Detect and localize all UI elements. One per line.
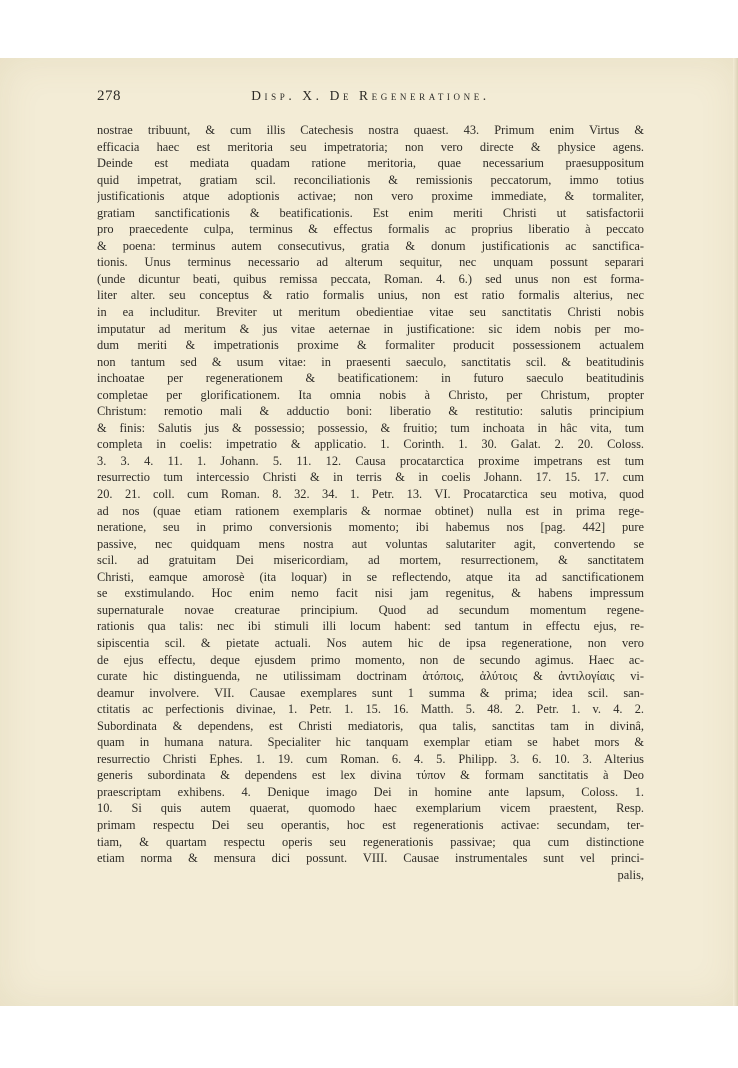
text-line: Christi, eamque amorosè (ita loquar) in se reflectendo, atque ita ad sanctificationem <box>97 569 644 584</box>
text-line: sipiscentia scil. & pietate actuali. Nos autem hic de ipsa regeneratione, non vero <box>97 635 644 650</box>
text-line: inchoatae per regenerationem & beatificationem: in futuro saeculo beatitudinis <box>97 371 644 386</box>
text-line: palis, <box>617 867 644 882</box>
text-line: curate hic distinguenda, ne utilissimam doctrinam ἀτόποις, ἀλύτοις & ἀντιλογίαις vi- <box>97 669 644 684</box>
text-line: resurrectio tum intercessio Christi & in terris & in coelis Johann. 17. 15. 17. cum <box>97 470 644 485</box>
text-line: & finis: Salutis jus & possessio; possessio, & fruitio; tum inchoata in hâc vita, tum <box>97 420 644 435</box>
text-line: Deinde est mediata quadam ratione meritoria, quae necessarium praesuppositum <box>97 156 644 171</box>
text-line: passive, nec quidquam mens nostra aut voluntas salutariter agit, convertendo se <box>97 536 644 551</box>
text-line: neratione, seu in primo conversionis momento; ibi habemus nos [pag. 442] pure <box>97 520 644 535</box>
text-line: dum meriti & impetrationis proxime & formaliter producit possessionem actualem <box>97 338 644 353</box>
text-line: 20. 21. coll. cum Roman. 8. 32. 34. 1. Petr. 13. VI. Procatarctica seu motiva, quod <box>97 487 644 502</box>
text-line: se exstimulando. Hoc enim nemo facit nisi jam regenitus, & habens impressum <box>97 586 644 601</box>
text-line: 10. Si quis autem quaerat, quomodo haec exemplarium vicem praestent, Resp. <box>97 801 644 816</box>
text-line: non tantum sed & usum vitae: in praesenti saeculo, sanctitatis scil. & beatitudinis <box>97 354 644 369</box>
text-line: supernaturale novae creaturae principium. Quod ad secundum momentum regene- <box>97 602 644 617</box>
text-line: ctitatis ac perfectionis divinae, 1. Petr. 1. 15. 16. Matth. 5. 48. 2. Petr. 1. v. 4. 2. <box>97 702 644 717</box>
running-head: Disp. X. De Regeneratione. <box>251 88 490 103</box>
text-line: Christum: remotio mali & adductio boni: liberatio & restitutio: salutis principium <box>97 404 644 419</box>
text-line: praescriptam exhibens. 4. Denique imago Dei in homine ante lapsum, Coloss. 1. <box>97 784 644 799</box>
text-line: completae per glorificationem. Ita omnia nobis à Christo, per Christum, propter <box>97 387 644 402</box>
text-line: resurrectio Christi Ephes. 1. 19. cum Roman. 6. 4. 5. Philipp. 3. 6. 10. 3. Alterius <box>97 751 644 766</box>
text-line: quam in humana natura. Specialiter hic tanquam exemplar etiam se habet mors & <box>97 735 644 750</box>
text-line: efficacia haec est meritoria seu impetratoria; non vero directe & physice agens. <box>97 139 644 154</box>
page-edge <box>733 58 738 1006</box>
text-line: deamur involvere. VII. Causae exemplares sunt 1 summa & prima; idea scil. san- <box>97 685 644 700</box>
text-line: primam respectu Dei seu operantis, hoc est regenerationis activae: secundam, ter- <box>97 817 644 832</box>
text-line: quid impetrat, gratiam scil. reconciliationis & remissionis peccatorum, immo totius <box>97 172 644 187</box>
text-line: imputatur ad meritum & jus vitae aeternae in justificatione: sic idem nobis per mo- <box>97 321 644 336</box>
text-line: justificationis atque adoptionis activae; non vero proxime immediate, & tormaliter, <box>97 189 644 204</box>
text-line: pro praecedente culpa, terminus & effectus formalis ac proprius liberatio à peccato <box>97 222 644 237</box>
text-line: rationis qua talis: nec ibi stimuli illi locum habent: sed tantum in effectu ejus, re- <box>97 619 644 634</box>
text-line: de ejus effectu, deque ejusdem primo momento, non de secundo agimus. Haec ac- <box>97 652 644 667</box>
text-line: tionis. Unus terminus necessario ad alterum sequitur, nec unquam possunt separari <box>97 255 644 270</box>
text-line: tiam, & quartam respectu operis seu regenerationis passivae; qua cum distinctione <box>97 834 644 849</box>
page-header <box>97 88 644 108</box>
text-line: generis subordinata & dependens est lex divina τύπον & formam sanctitatis à Deo <box>97 768 644 783</box>
text-line: nostrae tribuunt, & cum illis Catechesis nostra quaest. 43. Primum enim Virtus & <box>97 123 644 137</box>
text-line: etiam norma & mensura dici possunt. VIII. Causae instrumentales sunt vel princi- <box>97 851 644 866</box>
text-line: completa in coelis: impetratio & applicatio. 1. Corinth. 1. 30. Galat. 2. 20. Coloss. <box>97 437 644 452</box>
text-line: liter alter. seu conceptus & ratio formalis unius, non est ratio formalis alterius, nec <box>97 288 644 303</box>
text-line: in ea includitur. Breviter ut meritum obedientiae vitae seu sanctitatis Christi nobis <box>97 305 644 320</box>
text-line: ad nos (quae etiam rationem exemplaris & normae obtinet) nulla est in prima rege- <box>97 503 644 518</box>
text-line: Subordinata & dependens, est Christi mediatoris, qua talis, sanctitas tam in divinâ, <box>97 718 644 733</box>
text-line: (unde dicuntur beati, quibus remissa peccata, Roman. 4. 6.) sed unus non est forma- <box>97 271 644 286</box>
text-line: scil. ad gratuitam Dei misericordiam, ad mortem, resurrectionem, & sanctitatem <box>97 553 644 568</box>
page-number: 278 <box>97 88 121 104</box>
text-line: 3. 3. 4. 11. 1. Johann. 5. 11. 12. Causa procatarctica proxime impetrans est tum <box>97 453 644 468</box>
text-line: & poena: terminus autem consecutivus, gratia & donum justificationis ac sanctifica- <box>97 238 644 253</box>
body-text <box>97 122 644 883</box>
text-line: gratiam sanctificationis & beatificationis. Est enim meriti Christi ut satisfactorii <box>97 205 644 220</box>
